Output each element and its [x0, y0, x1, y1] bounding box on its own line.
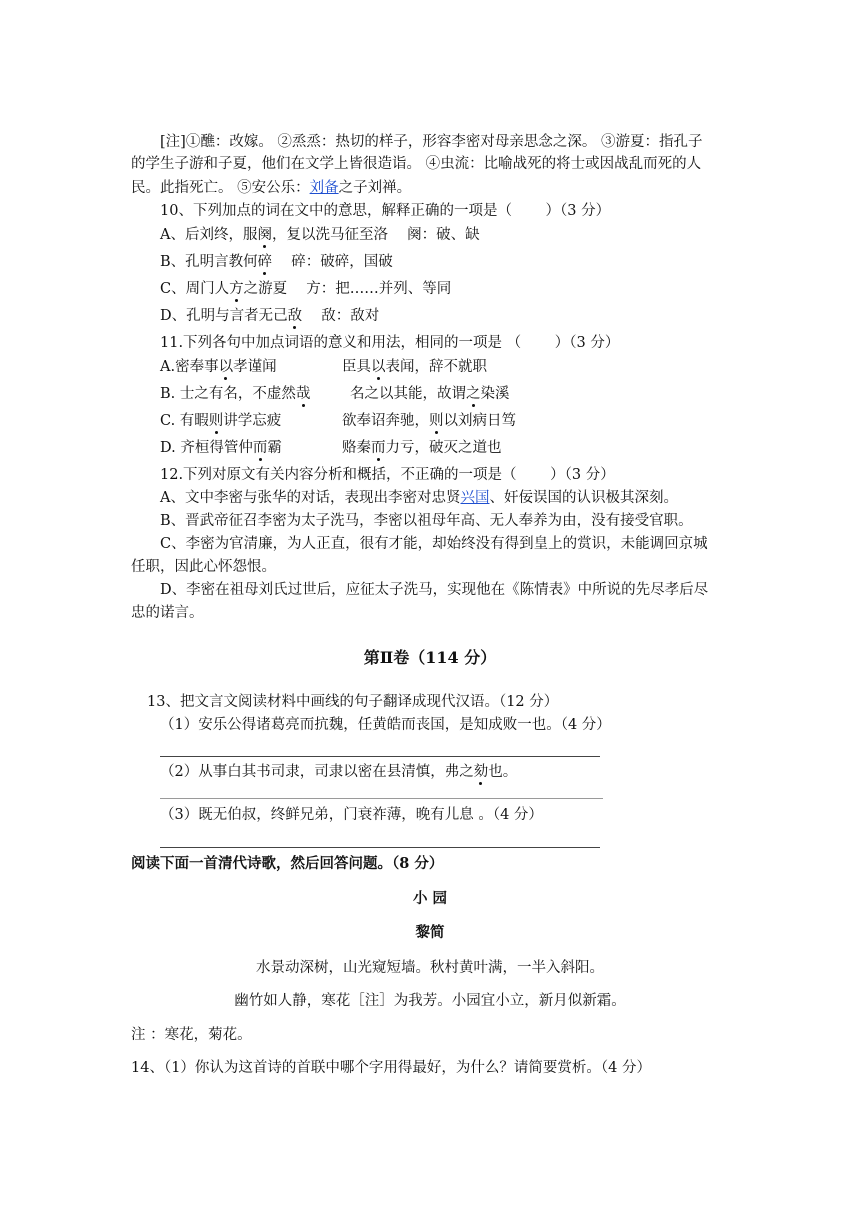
answer-line-2[interactable] — [160, 798, 603, 799]
q13-sentence-3: （3）既无伯叔，终鲜兄弟，门衰祚薄，晚有儿息 。（4 分） — [160, 807, 543, 823]
q13-sentence-2: （2）从事白其书司隶，司隶以密在县清慎，弗之劾也。 — [160, 764, 518, 780]
q11-option-c-pair: 欲奉诏奔驰，则以刘病日笃 — [342, 413, 516, 429]
answer-line-3[interactable] — [160, 847, 600, 848]
poem-line-1: 水景动深树，山光窥短墙。秋村黄叶满，一半入斜阳。 — [256, 960, 604, 976]
q11-option-a-pair: 臣具以表闻，辞不就职 — [342, 359, 487, 375]
answer-line-1[interactable] — [160, 756, 600, 757]
q13-stem: 13、把文言文阅读材料中画线的句子翻译成现代汉语。（12 分） — [147, 694, 559, 710]
note-line-1: [注]①醮：改嫁。 ②烝烝：热切的样子，形容李密对母亲思念之深。 ③游夏：指孔子 — [160, 134, 703, 150]
q14-sentence-1: 14、（1）你认为这首诗的首联中哪个字用得最好，为什么？请简要赏析。（4 分） — [131, 1060, 652, 1076]
q11-option-b[interactable]: B. 士之有名，不虚然哉 — [160, 386, 311, 402]
q10-option-a[interactable]: A、后刘终，服阕，复以洗马征至洛 阕：破、缺 — [160, 227, 480, 243]
poem-intro: 阅读下面一首清代诗歌，然后回答问题。（8 分） — [131, 855, 444, 872]
q11-option-d[interactable]: D. 齐桓得管仲而霸 — [160, 440, 282, 456]
q12-option-b[interactable]: B、晋武帝征召李密为太子洗马，李密以祖母年高、无人奉养为由，没有接受官职。 — [160, 513, 693, 529]
poem-title: 小 园 — [412, 890, 448, 907]
poem-line-2: 幽竹如人静，寒花［注］为我芳。小园宜小立，新月似新霜。 — [234, 993, 626, 1009]
note-line-2: 的学生子游和子夏，他们在文学上皆很造诣。 ④虫流：比喻战死的将士或因战乱而死的人 — [131, 156, 702, 172]
q11-option-a[interactable]: A.密奉事以孝谨闻 — [160, 359, 277, 375]
note-line-3: 民。此指死亡。 ⑤安公乐：刘备之子刘禅。 — [131, 180, 412, 196]
poem-author: 黎简 — [415, 924, 445, 941]
q11-option-b-pair: 名之以其能，故谓之染溪 — [350, 386, 510, 402]
section-title: 第Ⅱ卷（114 分） — [363, 648, 497, 667]
q12-stem: 12.下列对原文有关内容分析和概括，不正确的一项是（ ）（3 分） — [160, 467, 615, 483]
liubei-link[interactable]: 刘备 — [309, 180, 339, 196]
q11-stem: 11.下列各句中加点词语的意义和用法，相同的一项是 （ ）（3 分） — [160, 335, 620, 351]
poem-note: 注 ：寒花，菊花。 — [131, 1027, 252, 1043]
q13-sentence-1: （1）安乐公得诸葛亮而抗魏，任黄皓而丧国，是知成败一也。（4 分） — [160, 717, 611, 733]
xingguo-link[interactable]: 兴国 — [460, 490, 490, 506]
q10-option-c[interactable]: C、周门人方之游夏 方：把……并列、等同 — [160, 281, 452, 297]
q12-option-a[interactable]: A、文中李密与张华的对话，表现出李密对忠贤兴国、奸佞误国的认识极其深刻。 — [160, 490, 678, 506]
q12-option-d[interactable]: D、李密在祖母刘氏过世后，应征太子洗马，实现他在《陈情表》中所说的先尽孝后尽 — [160, 582, 709, 598]
q10-stem: 10、下列加点的词在文中的意思，解释正确的一项是（ ）（3 分） — [160, 203, 611, 219]
q12-option-c[interactable]: C、李密为官清廉，为人正直，很有才能，却始终没有得到皇上的赏识，未能调回京城 — [160, 536, 708, 552]
q12-option-d-cont: 忠的诺言。 — [131, 605, 204, 621]
q10-option-b[interactable]: B、孔明言教何碎 碎：破碎，国破 — [160, 254, 393, 270]
q12-option-c-cont: 任职，因此心怀怨恨。 — [131, 559, 276, 575]
q11-option-d-pair: 赂秦而力亏，破灭之道也 — [342, 440, 502, 456]
q11-option-c[interactable]: C. 有暇则讲学忘疲 — [160, 413, 282, 429]
q10-option-d[interactable]: D、孔明与言者无己敌 敌：敌对 — [160, 308, 380, 324]
